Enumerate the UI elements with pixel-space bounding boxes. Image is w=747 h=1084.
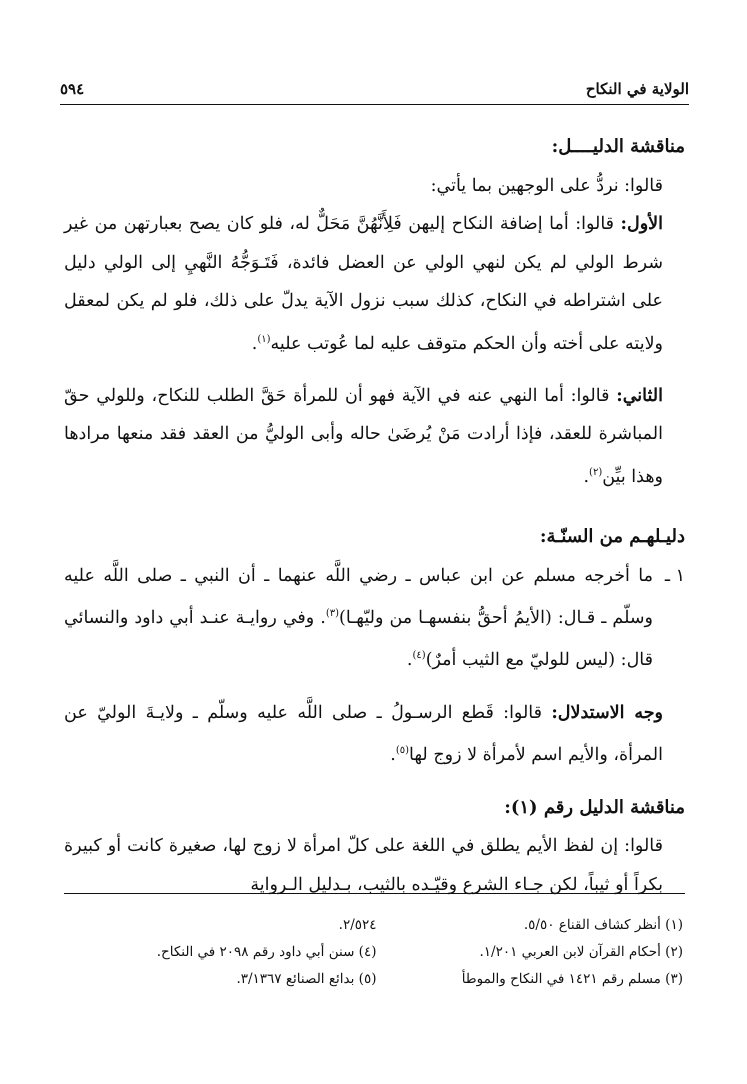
footnote-row	[70, 966, 683, 993]
footnote-ref-1[interactable]: (١)	[257, 333, 271, 345]
footnote-1: (١) أنظر كشاف القناع ٥/٥٠.	[523, 917, 683, 933]
text-first: قالوا: أما إضافة النكاح إليهن فَلِأَنَّهُنَّ مَحَلٌّ له، فلو كان يصح بعبارتهن من غير شرط الولي لم يكن لنهي الولي عن العضل فائدة، فَتَـوَجُّهُ النَّهيِ إلى الولي دليل على اشتراطه في النكاح، كذلك سبب نزول الآية يدلّ على ذلك، فلو لم يكن لمعقل ولايته على أخته وأن الحكم متوقف عليه لما عُوتب عليه	[64, 214, 663, 354]
paragraph-inference	[64, 694, 685, 775]
section-heading-discussion-1: مناقشة الدليل رقم (١):	[504, 796, 685, 818]
list-number: ١ ـ	[664, 565, 685, 586]
paragraph-second-point	[64, 377, 685, 496]
list-item-text	[64, 557, 653, 680]
footnote-row	[70, 939, 683, 966]
running-header	[60, 72, 689, 98]
footnote-ref-2[interactable]: (٢)	[589, 466, 603, 478]
main-text	[64, 128, 685, 904]
spacer	[64, 496, 685, 518]
footnote-row	[70, 912, 683, 939]
header-title: الولاية في النكاح	[585, 80, 689, 98]
footnote-ref-5[interactable]: (٥)	[395, 745, 410, 757]
footnote-4: (٤) سنن أبي داود رقم ٢٠٩٨ في النكاح.	[156, 944, 377, 960]
text-hadith-a: ما أخرجه مسلم عن ابن عباس ـ رضي اللَّه عنهما ـ أن النبي ـ صلى اللَّه عليه وسلّم ـ قـال: (الأيمُ أحقُّ بنفسهـا من وليّهـا)	[64, 565, 653, 628]
end-first: .	[251, 333, 258, 354]
footnote-3: (٣) مسلم رقم ١٤٢١ في النكاح والموطأ	[461, 971, 683, 987]
page-number: ٥٩٤	[60, 80, 85, 98]
text-second: قالوا: أما النهي عنه في الآية فهو أن للمرأة حَقَّ الطلب للنكاح، وللولي حقّ المباشرة للعقد، فإذا أرادت مَنْ يُرضَىٰ حاله وأبى الوليُّ من العقد فقد منعها مرادها وهذا بيِّن	[64, 385, 663, 487]
lead-second: الثاني:	[616, 385, 663, 406]
end-hadith: .	[406, 650, 413, 671]
header-divider	[60, 104, 689, 105]
end-second: .	[583, 466, 590, 487]
section-heading-discussion: مناقشة الدليــــل:	[551, 136, 685, 157]
section-heading-sunnah: دليـلهـم من السنّـة:	[539, 526, 685, 548]
paragraph-discussion-1: قالوا: إن لفظ الأيم يطلق في اللغة على كلّ امرأة لا زوج لها، صغيرة كانت أو كبيرة بكراً أو ثيباً، لكن جـاء الشرع وقيّـده بالثيب، بـدليل الـرواية	[64, 836, 663, 895]
spacer	[64, 363, 685, 377]
text-hadith-b: . وفي روايـة عنـد أبي داود والنسائي قال: (ليس للوليّ مع الثيب أمرٌ)	[64, 607, 653, 671]
spacer	[64, 680, 685, 694]
list-item	[64, 557, 685, 680]
end-inference: .	[390, 745, 396, 766]
text-inference: قالوا: قَطع الرسـولُ ـ صلى اللَّه عليه وسلّم ـ ولايـةَ الوليّ عن المرأة، والأيم اسم لأمرأة لا زوج لها	[64, 702, 663, 766]
footnote-ref-4[interactable]: (٤)	[412, 650, 426, 662]
spacer	[64, 775, 685, 789]
footnote-5: (٥) بدائع الصنائع ٣/١٣٦٧.	[236, 971, 377, 987]
footnote-1-cont: ٢/٥٢٤.	[338, 917, 377, 933]
lead-first: الأول:	[620, 214, 663, 234]
footnotes	[70, 912, 683, 993]
footnote-2: (٢) أحكام القرآن لابن العربي ١/٢٠١.	[479, 944, 683, 960]
paragraph-first-point	[64, 205, 685, 363]
footnote-divider	[64, 893, 685, 894]
lead-inference: وجه الاستدلال:	[551, 702, 663, 723]
paragraph-intro: قالوا: نردُّ على الوجهين بما يأتي:	[430, 175, 663, 196]
footnote-ref-3[interactable]: (٣)	[325, 608, 340, 620]
